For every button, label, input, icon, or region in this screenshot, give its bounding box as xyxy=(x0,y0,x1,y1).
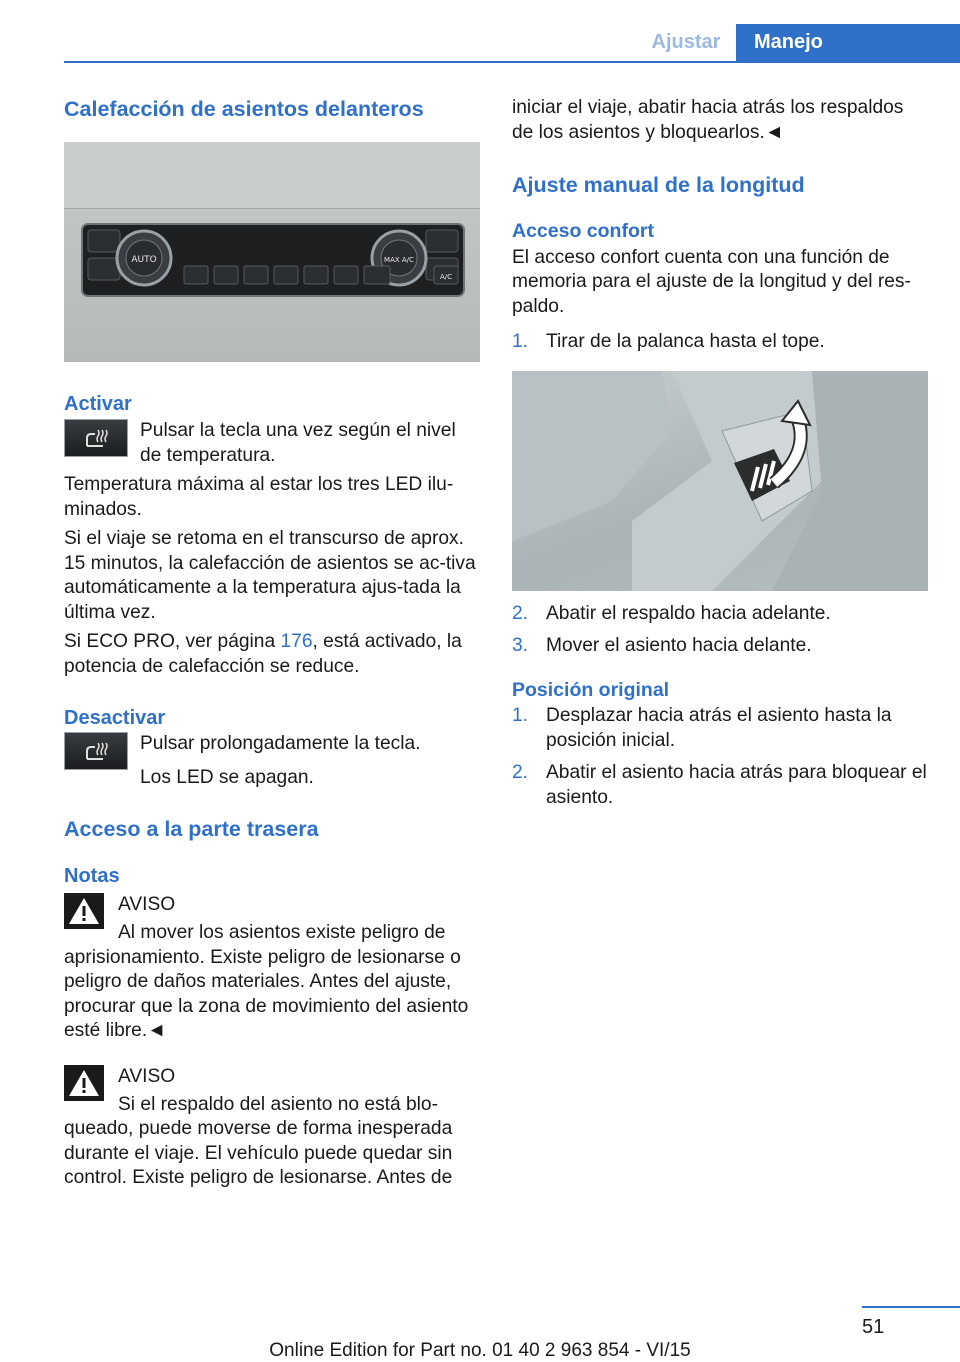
list-item: 2. Abatir el respaldo hacia adelante. xyxy=(512,602,831,624)
page-reference-link[interactable]: 176 xyxy=(280,631,313,652)
warning-2 xyxy=(64,1065,480,1191)
list-item: 1. Tirar de la palanca hasta el tope. xyxy=(512,331,825,352)
warning-2-text: Si el respaldo del asiento no está blo-queado, puede moverse de forma inesperada durante el viaje. El vehículo puede quedar sin control. Existe peligro de lesionarse. Antes de xyxy=(64,1093,453,1188)
activate-paragraph-2: Si el viaje se retoma en el transcurso de aprox. 15 minutos, la calefacción de asientos se ac-tiva automáticamente a la temperatura ajus-tada la última vez. xyxy=(64,528,476,623)
heading-comfort-access: Acceso confort xyxy=(512,220,654,242)
max-ac-label: MAX A/C xyxy=(384,256,414,264)
warning-2-label: AVISO xyxy=(118,1065,176,1087)
header-rule xyxy=(64,61,960,63)
ac-label: A/C xyxy=(439,273,453,281)
deactivate-note: Los LED se apagan. xyxy=(140,766,314,788)
tab-ajustar[interactable]: Ajustar xyxy=(651,31,721,53)
list-item: 3. Mover el asiento hacia delante. xyxy=(512,635,812,656)
seat-heating-key-icon xyxy=(64,732,128,770)
steps-list-c xyxy=(512,704,928,810)
activate-instruction: Pulsar la tecla una vez según el nivel de temperatura. xyxy=(140,420,456,466)
warning-1 xyxy=(64,893,480,1044)
activate-paragraph-1: Temperatura máxima al estar los tres LED ilu-minados. xyxy=(64,474,454,520)
heading-rear-access: Acceso a la parte trasera xyxy=(64,817,319,841)
page-number: 51 xyxy=(862,1316,885,1338)
eco-pro-paragraph xyxy=(64,630,480,679)
seat-heating-key-icon xyxy=(64,419,128,457)
heading-deactivate: Desactivar xyxy=(64,707,166,729)
deactivate-instruction: Pulsar prolongadamente la tecla. xyxy=(140,733,421,754)
warning-triangle-icon xyxy=(64,893,104,929)
heading-notes: Notas xyxy=(64,865,120,887)
steps-list-b xyxy=(512,602,928,659)
deactivate-instruction-row xyxy=(64,732,480,790)
tab-manejo[interactable]: Manejo xyxy=(736,24,960,61)
warning-triangle-icon xyxy=(64,1065,104,1101)
list-item: 1. Desplazar hacia atrás el asiento hasta la posición inicial. xyxy=(512,705,892,751)
comfort-access-text: El acceso confort cuenta con una función de memoria para el ajuste de la longitud y del res-paldo. xyxy=(512,246,911,317)
auto-label: AUTO xyxy=(131,255,157,265)
climate-panel-illustration xyxy=(64,142,480,362)
right-column xyxy=(512,96,928,810)
warning-1-text: Al mover los asientos existe peligro de aprisionamiento. Existe peligro de lesionarse o peligro de daños materiales. Antes del ajuste, procurar que la zona de movimiento del asiento esté libre.◄ xyxy=(64,922,469,1041)
continuation-text: iniciar el viaje, abatir hacia atrás los respaldos de los asientos y bloquearlos.◄ xyxy=(512,97,904,143)
climate-control-panel-image xyxy=(64,142,480,362)
footer-rule xyxy=(862,1306,960,1308)
heading-seat-heating: Calefacción de asientos delanteros xyxy=(64,97,424,121)
heading-manual-adjust: Ajuste manual de la longitud xyxy=(512,173,805,197)
seat-lever-illustration xyxy=(512,371,928,591)
left-column xyxy=(64,96,480,1191)
list-item: 2. Abatir el asiento hacia atrás para bloquear el asiento. xyxy=(512,762,927,808)
heading-original-position: Posición original xyxy=(512,678,670,701)
footer-edition: Online Edition for Part no. 01 40 2 963 854 - VI/15 xyxy=(269,1340,691,1361)
eco-pro-text-prefix: Si ECO PRO, ver página xyxy=(64,631,281,652)
warning-1-label: AVISO xyxy=(118,894,176,915)
heading-activate: Activar xyxy=(64,393,132,415)
eco-pro-text-suffix: , está activado, la potencia de calefacción se reduce. xyxy=(64,631,462,677)
steps-list-a xyxy=(512,330,928,355)
activate-instruction-row xyxy=(64,419,480,468)
rear-seat-lever-image xyxy=(512,371,928,591)
